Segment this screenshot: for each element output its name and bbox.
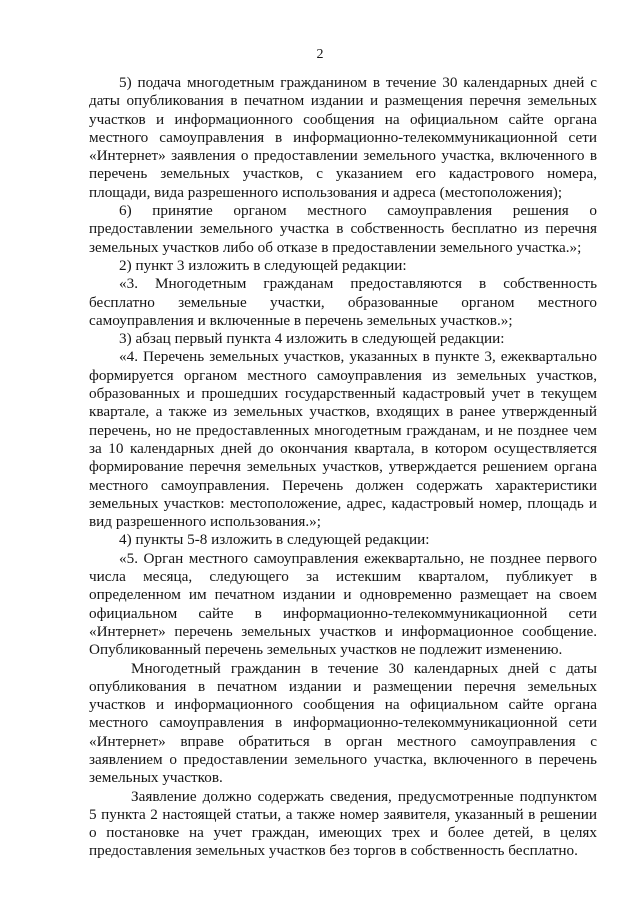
paragraph-subitem-5: 5) подача многодетным гражданином в течение 30 календарных дней с даты опубликования в печатном издании и размещения перечня земельных участков и информационного сообщения на официальном сайте органа местного самоуправления в информационно-телекоммуникационной сети «Интернет» заявления о предоставлении земельного участка, включенного в перечень земельных участков, с указанием его кадастрового номера, площади, вида разрешенного использования и адреса (местоположения); bbox=[89, 74, 597, 201]
paragraph-application-content: Заявление должно содержать сведения, предусмотренные подпунктом 5 пункта 2 настоящей статьи, а также номер заявителя, указанный в решении о постановке на учет граждан, имеющих трех и более детей, в целях предоставления земельных участков без торгов в собственность бесплатно. bbox=[89, 787, 597, 860]
page-number: 2 bbox=[316, 47, 324, 62]
document-body bbox=[89, 74, 597, 861]
paragraph-clause-3: «3. Многодетным гражданам предоставляются в собственность бесплатно земельные участки, образованные органом местного самоуправления и включенные в перечень земельных участков.»; bbox=[89, 275, 597, 329]
paragraph-amendment-2: 2) пункт 3 изложить в следующей редакции: bbox=[119, 256, 407, 274]
paragraph-amendment-4: 4) пункты 5-8 изложить в следующей редакции: bbox=[119, 531, 430, 549]
paragraph-clause-4: «4. Перечень земельных участков, указанных в пункте 3, ежеквартально формируется органом местного самоуправления из земельных участков, образованных и прошедших государственный кадастровый учет в текущем квартале, а также из земельных участков, входящих в ранее утвержденный перечень, но не предоставленных многодетным гражданам, и не позднее чем за 10 календарных дней до окончания квартала, в котором осуществляется формирование перечня земельных участков, утверждается решением органа местного самоуправления. Перечень должен содержать характеристики земельных участков: местоположение, адрес, кадастровый номер, площадь и вид разрешенного использования.»; bbox=[89, 348, 597, 531]
paragraph-citizen-application: Многодетный гражданин в течение 30 календарных дней с даты опубликования в печатном издании и размещении перечня земельных участков и информационного сообщения на официальном сайте органа местного самоуправления в информационно-телекоммуникационной сети «Интернет» вправе обратиться в орган местного самоуправления с заявлением о предоставлении земельного участка, включенного в перечень земельных участков. bbox=[89, 659, 597, 787]
paragraph-clause-5: «5. Орган местного самоуправления ежеквартально, не позднее первого числа месяца, следующего за истекшим кварталом, публикует в определенном им печатном издании и одновременно размещает на своем официальном сайте в информационно-телекоммуникационной сети «Интернет» перечень земельных участков и информационное сообщение. Опубликованный перечень земельных участков не подлежит изменению. bbox=[89, 549, 597, 659]
paragraph-amendment-3: 3) абзац первый пункта 4 изложить в следующей редакции: bbox=[119, 330, 505, 348]
paragraph-subitem-6: 6) принятие органом местного самоуправления решения о предоставлении земельного участка в собственность бесплатно из перечня земельных участков либо об отказе в предоставлении земельного участка.»; bbox=[89, 202, 597, 256]
